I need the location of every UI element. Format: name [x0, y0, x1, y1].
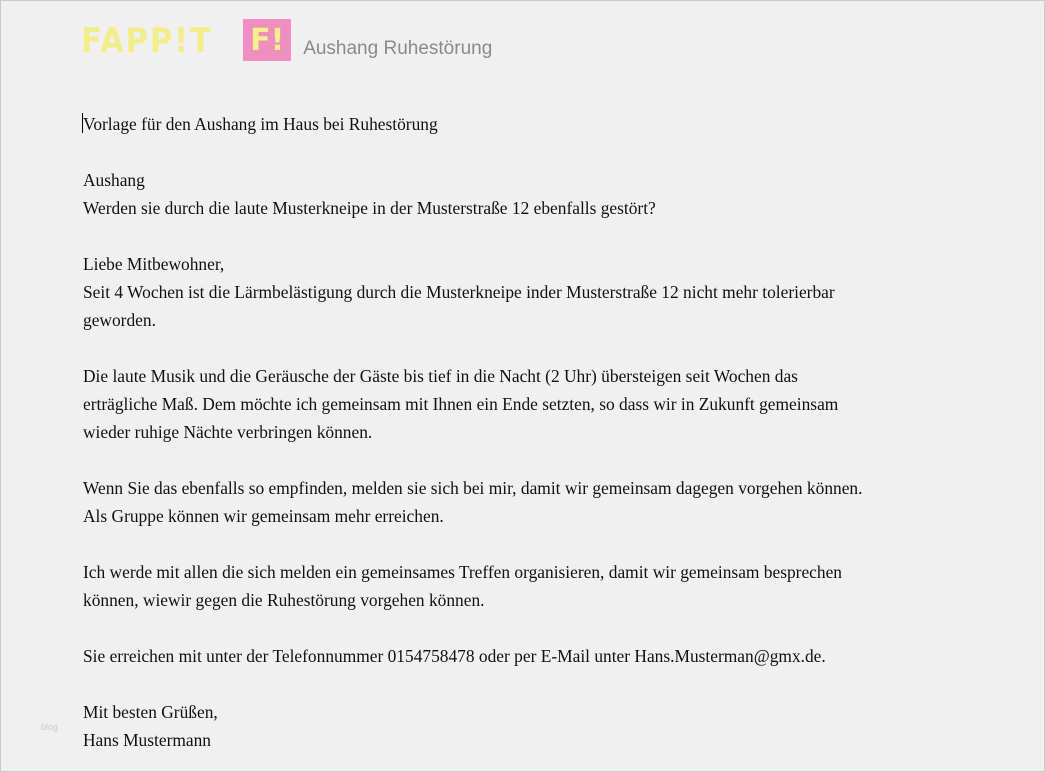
paragraph-line: erträgliche Maß. Dem möchte ich gemeinsam mit Ihnen ein Ende setzten, so dass wir in Zukunft gemeinsam [83, 394, 839, 414]
header-title: Aushang Ruhestörung [303, 38, 493, 59]
paragraph-line: wieder ruhige Nächte verbringen können. [83, 422, 373, 442]
paragraph-line: geworden. [83, 310, 156, 330]
notice-question: Werden sie durch die laute Musterkneipe in der Musterstraße 12 ebenfalls gestört? [83, 198, 656, 218]
blank-line [83, 446, 1033, 474]
paragraph-line: Seit 4 Wochen ist die Lärmbelästigung durch die Musterkneipe inder Musterstraße 12 nicht mehr tolerierbar [83, 282, 835, 302]
paragraph-line: Die laute Musik und die Geräusche der Gäste bis tief in die Nacht (2 Uhr) übersteigen seit Wochen das [83, 366, 798, 386]
blank-line [83, 614, 1033, 642]
notice-label: Aushang [83, 170, 145, 190]
document-heading: Vorlage für den Aushang im Haus bei Ruhestörung [83, 114, 438, 134]
blank-line [83, 530, 1033, 558]
blank-line [83, 670, 1033, 698]
paragraph-line: Ich werde mit allen die sich melden ein gemeinsames Treffen organisieren, damit wir gemeinsam besprechen [83, 562, 842, 582]
brand-logo-badge: F! [243, 19, 291, 61]
document-body[interactable] [83, 110, 1033, 754]
contact-line: Sie erreichen mit unter der Telefonnummer 0154758478 oder per E-Mail unter Hans.Musterman@gmx.de. [83, 646, 826, 666]
closing-line: Mit besten Grüßen, [83, 702, 218, 722]
paragraph-line: Als Gruppe können wir gemeinsam mehr erreichen. [83, 506, 444, 526]
paragraph-line: Wenn Sie das ebenfalls so empfinden, melden sie sich bei mir, damit wir gemeinsam dagegen vorgehen können. [83, 478, 863, 498]
signature: Hans Mustermann [83, 730, 211, 750]
blank-line [83, 138, 1033, 166]
paragraph-line: können, wiewir gegen die Ruhestörung vorgehen können. [83, 590, 485, 610]
brand-logo: FAPP!T [81, 21, 213, 61]
salutation: Liebe Mitbewohner, [83, 254, 225, 274]
watermark: blog [41, 722, 59, 732]
blank-line [83, 334, 1033, 362]
blank-line [83, 222, 1033, 250]
page-header [81, 19, 492, 61]
